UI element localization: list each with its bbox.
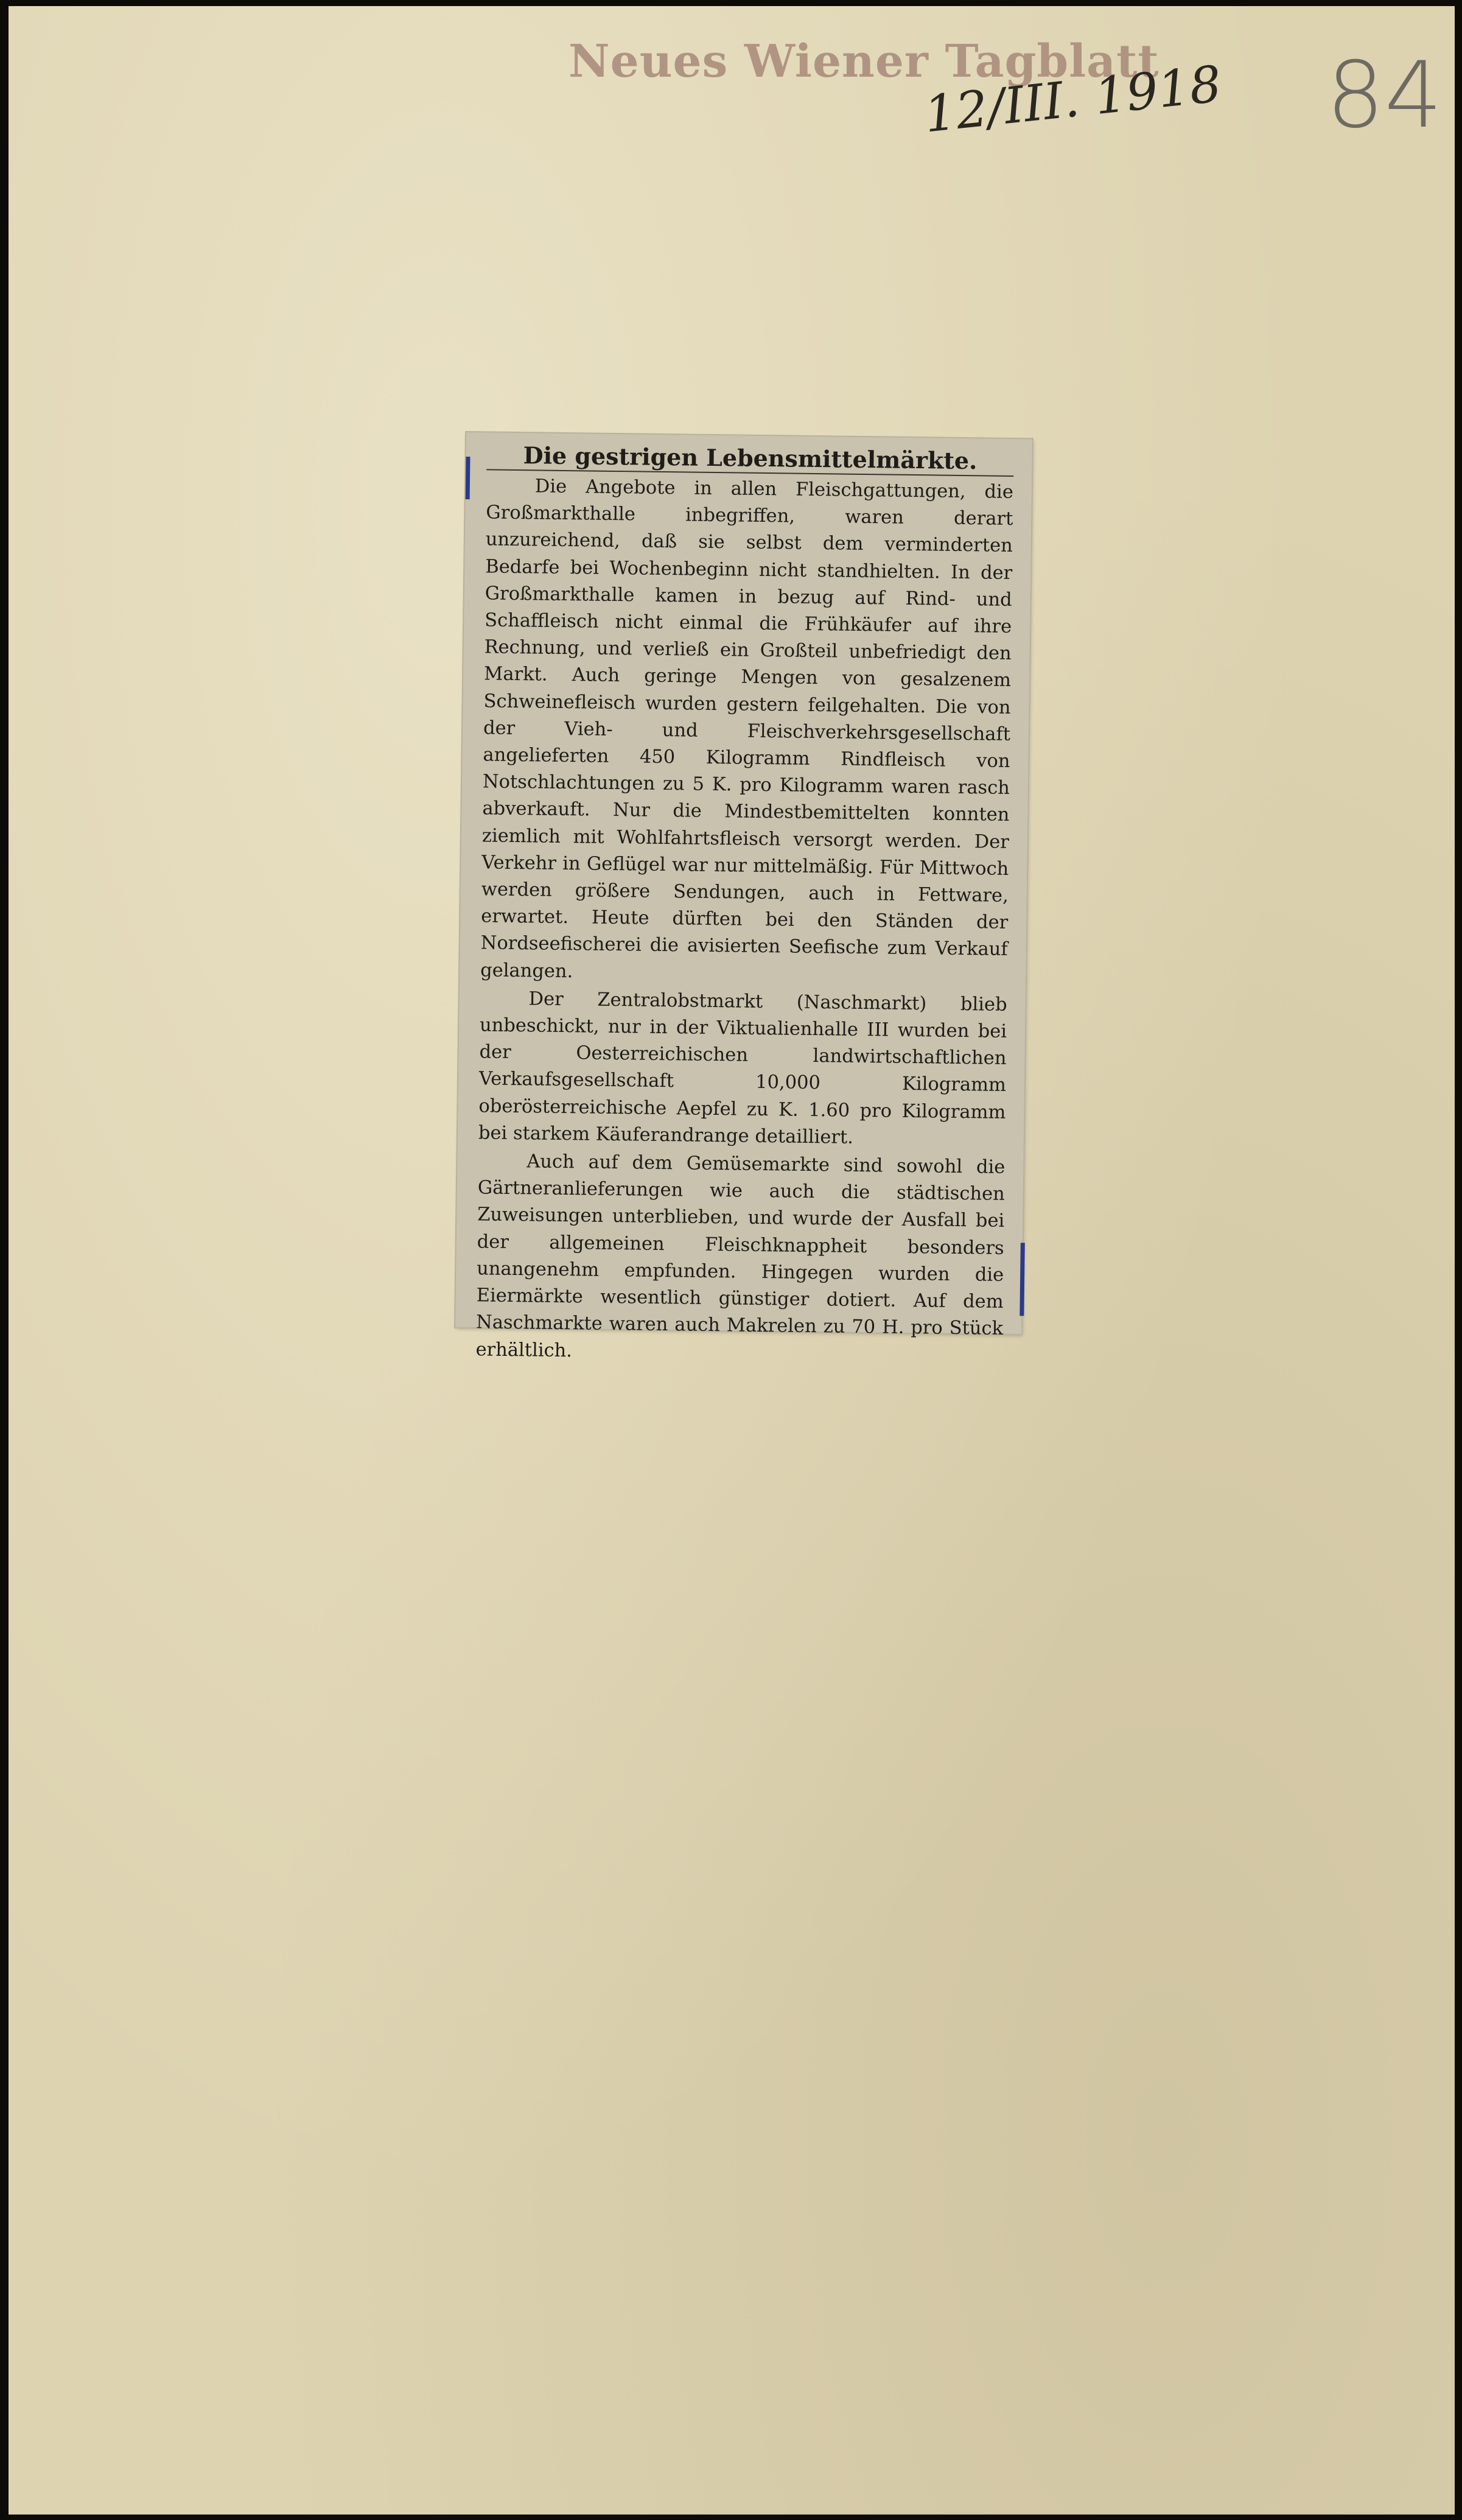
newspaper-masthead-stamp: Neues Wiener Tagblatt <box>568 35 1159 88</box>
article-paragraph: Der Zentralobstmarkt (Naschmarkt) blieb unbeschickt, nur in der Viktualienhalle III wurden bei der Oesterreichischen landwirtschaftlichen Verkaufsgesellschaft 10,000 Kilogramm oberösterreichische Aepfel zu K. 1.60 pro Kilogramm bei starkem Käuferandrange detailliert. <box>478 988 1007 1148</box>
article-title: Die gestrigen Lebensmittelmärkte. <box>486 441 1014 477</box>
ink-edge-mark <box>466 457 470 499</box>
folio-number: 84 <box>1326 43 1443 149</box>
article-paragraph: Die Angebote in allen Fleischgattungen, die Großmarkthalle inbegriffen, waren derart unzureichend, daß sie selbst dem verminderten Bedarfe bei Wochenbeginn nicht standhielten. In der Großmarkthalle kamen in bezug auf Rind- und Schaffleisch nicht einmal die Frühkäufer auf ihre Rechnung, und verließ ein Großteil unbefriedigt den Markt. Auch geringe Mengen von gesalzenem Schweinefleisch wurden gestern feilgehalten. Die von der Vieh- und Fleischverkehrsgesellschaft angelieferten 450 Kilogramm Rindfleisch von Notschlachtungen zu 5 K. pro Kilogramm waren rasch abverkauft. Nur die Mindestbemittelten konnten ziemlich mit Wohlfahrtsfleisch versorgt werden. Der Verkehr in Geflügel war nur mittelmäßig. Für Mittwoch werden größere Sendungen, auch in Fettware, erwartet. Heute dürften bei den Ständen der Nordseefischerei die avisierten Seefische zum Verkauf gelangen. <box>480 476 1014 982</box>
newspaper-clipping <box>455 432 1032 1361</box>
handwritten-date: 12/III. 1918 <box>922 55 1225 144</box>
archive-sheet <box>9 6 1455 2515</box>
article-paragraph: Auch auf dem Gemüsemarkte sind sowohl die Gärtneranlieferungen wie auch die städtischen Zuweisungen unterblieben, und wurde der Ausfall bei der allgemeinen Fleischknappheit besonders unangenehm empfunden. Hingegen wurden die Eiermärkte wesentlich günstiger dotiert. Auf dem Naschmarkte waren auch Makrelen zu 70 H. pro Stück erhältlich. <box>475 1151 1006 1361</box>
ink-edge-mark <box>1020 1243 1024 1316</box>
